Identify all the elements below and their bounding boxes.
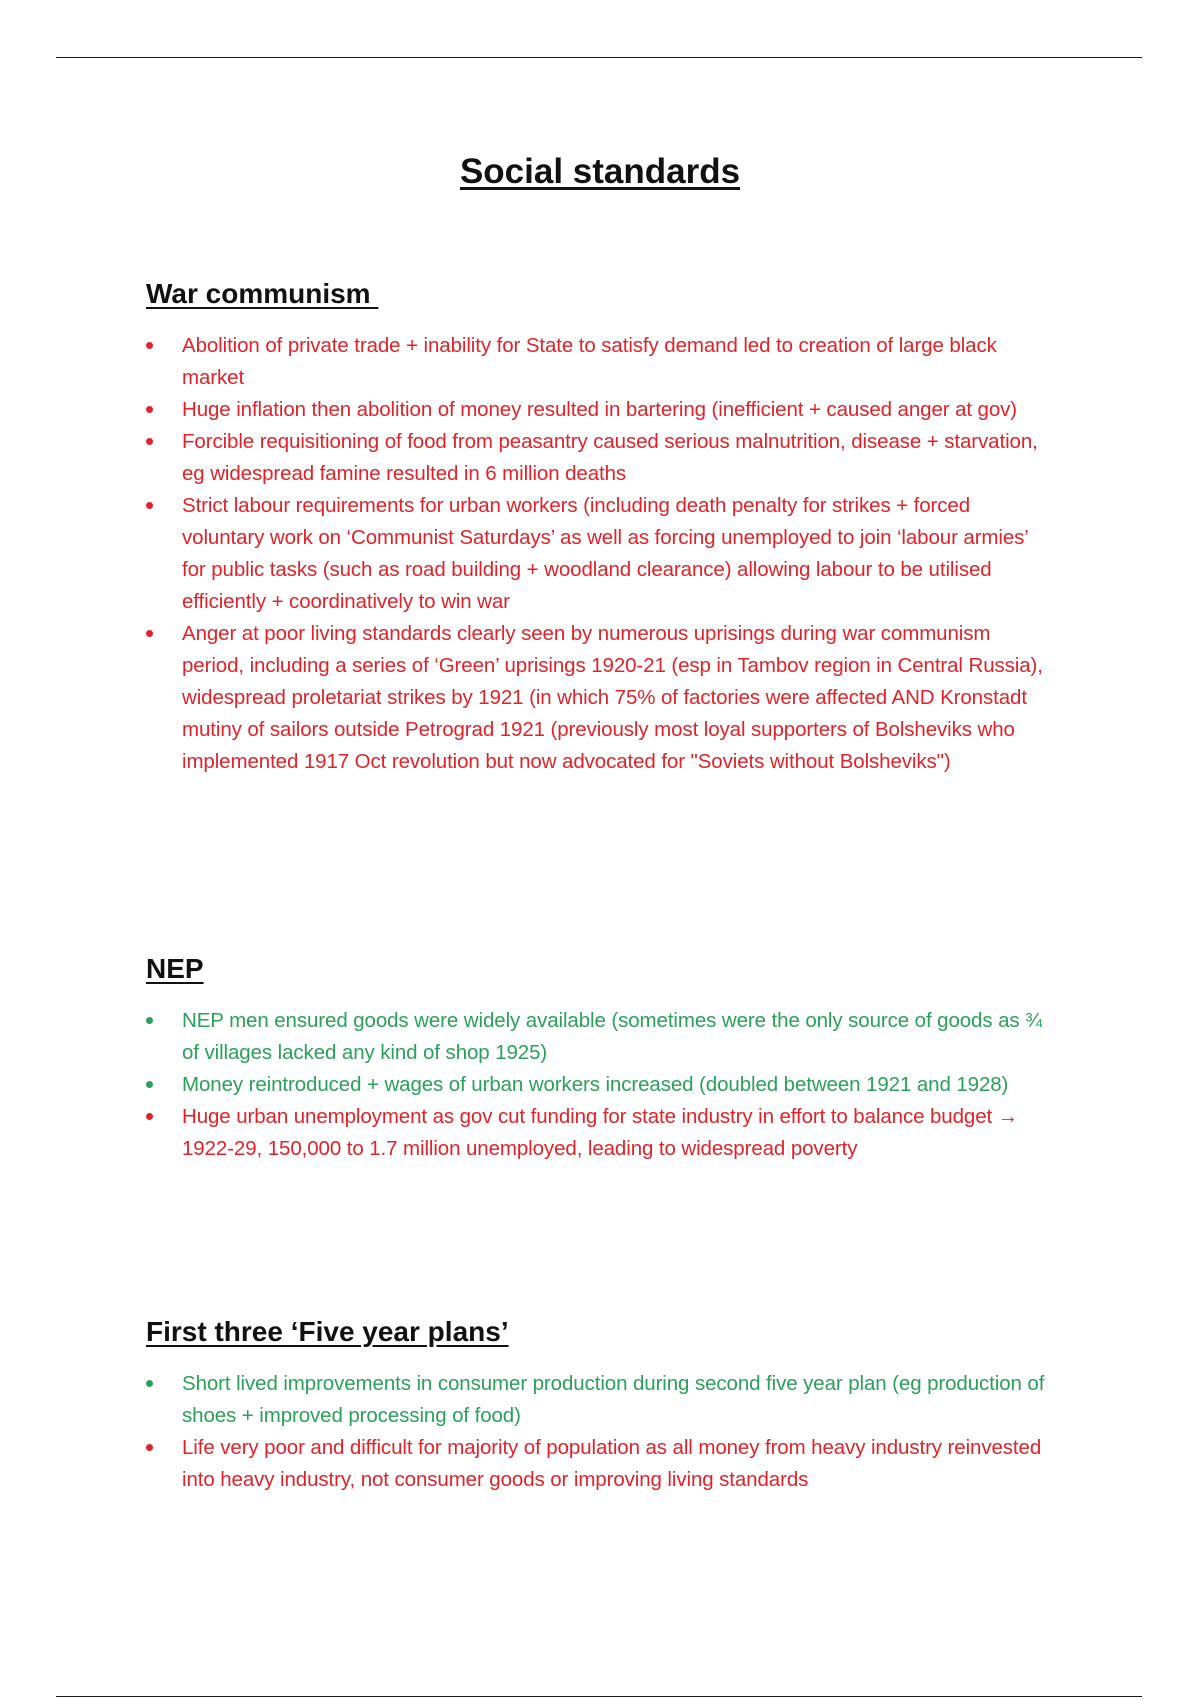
bullet-text: Huge urban unemployment as gov cut funding for state industry in effort to balance budget → 1922-29, 150,000 to 1.7 million unemployed, leading to widespread poverty [182, 1105, 1019, 1160]
section-heading: First three ‘Five year plans’ [146, 1316, 509, 1347]
bullet-dot-icon [146, 1081, 153, 1088]
bullet-dot-icon [146, 502, 153, 509]
section-war-communism [146, 276, 1046, 778]
section-heading: NEP [146, 953, 204, 984]
bullet-list [146, 1005, 1046, 1165]
page-title: Social standards [459, 152, 741, 191]
bullet-item [146, 1432, 1046, 1496]
bullet-item [146, 490, 1046, 618]
bullet-item [146, 394, 1046, 426]
bullet-text: Huge inflation then abolition of money resulted in bartering (inefficient + caused anger at gov) [182, 398, 1018, 421]
bullet-text: Abolition of private trade + inability for State to satisfy demand led to creation of large black market [182, 334, 997, 389]
bullet-item [146, 330, 1046, 394]
bullet-text: Anger at poor living standards clearly seen by numerous uprisings during war communism period, including a series of ‘Green’ uprisings 1920-21 (esp in Tambov region in Central Russia), widespread proletariat strikes by 1921 (in which 75% of factories were affected AND Kronstadt mutiny of sailors outside Petrograd 1921 (previously most loyal supporters of Bolsheviks who implemented 1917 Oct revolution but now advocated for "Soviets without Bolsheviks") [182, 622, 1043, 773]
bullet-dot-icon [146, 406, 153, 413]
bullet-dot-icon [146, 438, 153, 445]
bullet-text: Money reintroduced + wages of urban workers increased (doubled between 1921 and 1928) [182, 1073, 1009, 1096]
section-nep [146, 951, 1046, 1165]
bullet-item [146, 1368, 1046, 1432]
bullet-item [146, 1069, 1046, 1101]
bullet-dot-icon [146, 630, 153, 637]
bullet-dot-icon [146, 1113, 153, 1120]
bullet-text: Strict labour requirements for urban workers (including death penalty for strikes + forced voluntary work on ‘Communist Saturdays’ as well as forcing unemployed to join ‘labour armies’ for public tasks (such as road building + woodland clearance) allowing labour to be utilised efficiently + coordinatively to win war [182, 494, 1029, 613]
section-heading: War communism [146, 278, 379, 309]
bullet-item [146, 1101, 1046, 1165]
bullet-dot-icon [146, 1444, 153, 1451]
bullet-list [146, 330, 1046, 778]
bullet-dot-icon [146, 1017, 153, 1024]
bullet-item [146, 1005, 1046, 1069]
footer-rule [56, 1696, 1142, 1697]
bullet-text: NEP men ensured goods were widely available (sometimes were the only source of goods as ¾ of villages lacked any kind of shop 1925) [182, 1009, 1043, 1064]
bullet-text: Short lived improvements in consumer production during second five year plan (eg production of shoes + improved processing of food) [182, 1372, 1045, 1427]
bullet-list [146, 1368, 1046, 1496]
bullet-text: Life very poor and difficult for majority of population as all money from heavy industry reinvested into heavy industry, not consumer goods or improving living standards [182, 1436, 1042, 1491]
bullet-item [146, 618, 1046, 778]
header-rule [56, 57, 1142, 58]
bullet-text: Forcible requisitioning of food from peasantry caused serious malnutrition, disease + starvation, eg widespread famine resulted in 6 million deaths [182, 430, 1038, 485]
section-five-year-plans [146, 1314, 1046, 1496]
bullet-dot-icon [146, 342, 153, 349]
bullet-dot-icon [146, 1380, 153, 1387]
bullet-item [146, 426, 1046, 490]
